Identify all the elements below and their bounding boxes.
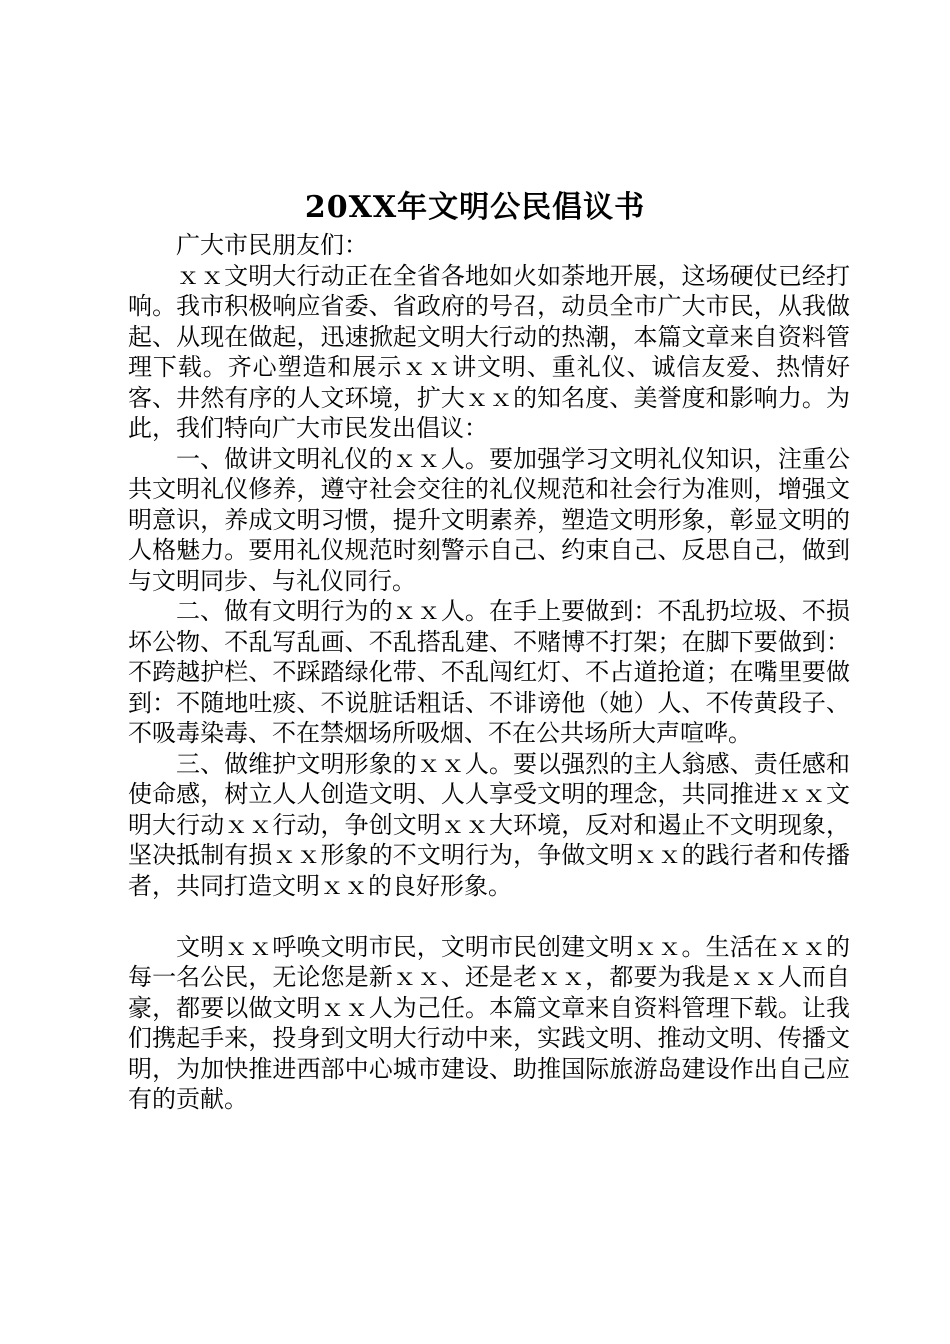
paragraph-point-one: 一、做讲文明礼仪的ｘｘ人。要加强学习文明礼仪知识，注重公共文明礼仪修养，遵守社会交往的礼仪规范和社会行为准则，增强文明意识，养成文明习惯，提升文明素养，塑造文明形象，彰显文明的人格魅力。要用礼仪规范时刻警示自己、约束自己、反思自己，做到与文明同步、与礼仪同行。 [128, 444, 850, 595]
paragraph-closing: 文明ｘｘ呼唤文明市民，文明市民创建文明ｘｘ。生活在ｘｘ的每一名公民，无论您是新ｘｘ、还是老ｘｘ，都要为我是ｘｘ人而自豪，都要以做文明ｘｘ人为己任。本篇文章来自资料管理下载。让我们携起手来，投身到文明大行动中来，实践文明、推动文明、传播文明，为加快推进西部中心城市建设、助推国际旅游岛建设作出自己应有的贡献。 [128, 932, 850, 1113]
document-title: 20XX年文明公民倡议书 [304, 190, 646, 225]
paragraph-point-three: 三、做维护文明形象的ｘｘ人。要以强烈的主人翁感、责任感和使命感，树立人人创造文明、人人享受文明的理念，共同推进ｘｘ文明大行动ｘｘ行动，争创文明ｘｘ大环境，反对和遏止不文明现象，坚决抵制有损ｘｘ形象的不文明行为，争做文明ｘｘ的践行者和传播者，共同打造文明ｘｘ的良好形象。 [128, 749, 850, 900]
paragraph-point-two: 二、做有文明行为的ｘｘ人。在手上要做到：不乱扔垃圾、不损坏公物、不乱写乱画、不乱搭乱建、不赌博不打架；在脚下要做到：不跨越护栏、不踩踏绿化带、不乱闯红灯、不占道抢道；在嘴里要做到：不随地吐痰、不说脏话粗话、不诽谤他（她）人、不传黄段子、不吸毒染毒、不在禁烟场所吸烟、不在公共场所大声喧哗。 [128, 597, 850, 747]
document-body [128, 230, 850, 1115]
greeting: 广大市民朋友们： [176, 231, 368, 259]
paragraph-intro: ｘｘ文明大行动正在全省各地如火如荼地开展，这场硬仗已经打响。我市积极响应省委、省政府的号召，动员全市广大市民，从我做起、从现在做起，迅速掀起文明大行动的热潮，本篇文章来自资料管理下载。齐心塑造和展示ｘｘ讲文明、重礼仪、诚信友爱、热情好客、井然有序的人文环境，扩大ｘｘ的知名度、美誉度和影响力。为此，我们特向广大市民发出倡议： [128, 261, 850, 442]
